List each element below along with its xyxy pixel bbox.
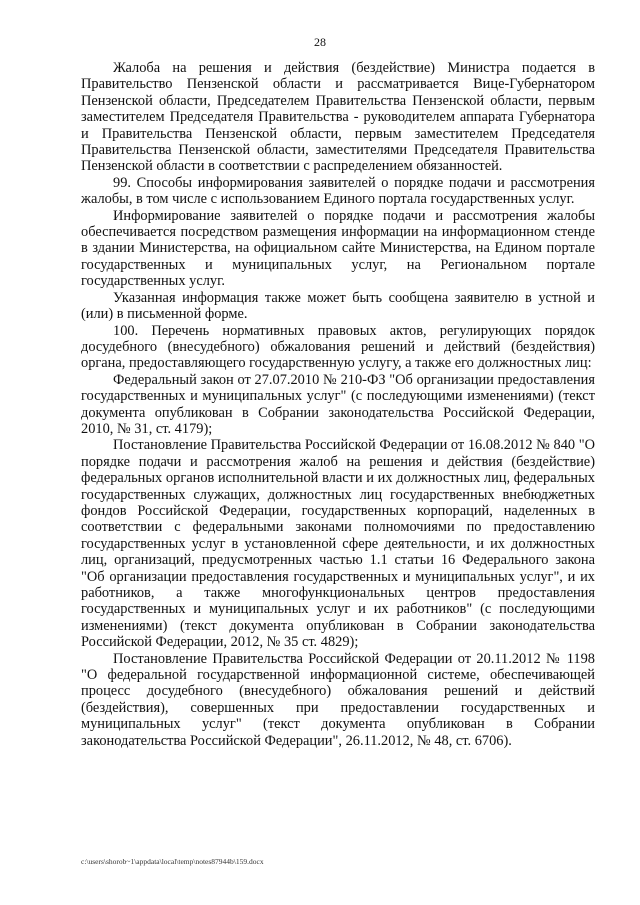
paragraph-complaint-minister: Жалоба на решения и действия (бездействие) Министра подается в Правительство Пензенской области и рассматривается Вице-Губернатором Пензенской области, Председателем Правительства Пензенской области, первым заместителем Председателя Правительства - руководителем аппарата Губернатора и Правительства Пензенской области, первым заместителем Председателя Правительства Пензенской области, заместителями Председателя Правительства Пензенской области в соответствии с распределением обязанностей. <box>81 60 595 175</box>
page-number: 28 <box>314 35 326 49</box>
paragraph-resolution-1198: Постановление Правительства Российской Федерации от 20.11.2012 № 1198 "О федеральной государственной информационной системе, обеспечивающей процесс досудебного (внесудебного) обжалования решений и действий (бездействия), совершенных при предоставлении государственных и муниципальных услуг" (текст документа опубликован в Собрании законодательства Российской Федерации", 26.11.2012, № 48, ст. 6706). <box>81 650 595 749</box>
footer-file-path: c:\users\shorob~1\appdata\local\temp\notes87944b\159.docx <box>81 857 264 866</box>
paragraph-federal-law-210: Федеральный закон от 27.07.2010 № 210-ФЗ "Об организации предоставления государственных и муниципальных услуг" (с последующими изменениями) (текст документа опубликован в Собрании законодательства Российской Федерации, 2010, № 31, ст. 4179); <box>81 371 595 437</box>
paragraph-99-heading: 99. Способы информирования заявителей о порядке подачи и рассмотрения жалобы, в том числе с использованием Единого портала государственных услуг. <box>81 174 595 208</box>
paragraph-informing-methods: Информирование заявителей о порядке подачи и рассмотрения жалобы обеспечивается посредством размещения информации на информационном стенде в здании Министерства, на официальном сайте Министерства, на Едином портале государственных и муниципальных услуг, на Региональном портале государственных услуг. <box>81 207 595 290</box>
document-body <box>81 60 595 749</box>
paragraph-resolution-840: Постановление Правительства Российской Федерации от 16.08.2012 № 840 "О порядке подачи и рассмотрения жалоб на решения и действия (бездействие) федеральных органов исполнительной власти и их должностных лиц, федеральных государственных служащих, должностных лиц государственных внебюджетных фондов Российской Федерации, государственных корпораций, наделенных в соответствии с федеральными законами полномочиями по предоставлению государственных услуг в установленной сфере деятельности, и их должностных лиц, организаций, предусмотренных частью 1.1 статьи 16 Федерального закона "Об организации предоставления государственных и муниципальных услуг", и их работников, а также многофункциональных центров предоставления государственных и муниципальных услуг и их работников" (с последующими изменениями) (текст документа опубликован в Собрании законодательства Российской Федерации, 2012, № 35 ст. 4829); <box>81 437 595 651</box>
paragraph-100-heading: 100. Перечень нормативных правовых актов, регулирующих порядок досудебного (внесудебного) обжалования решений и действий (бездействия) органа, предоставляющего государственную услугу, а также его должностных лиц: <box>81 322 595 372</box>
paragraph-oral-written: Указанная информация также может быть сообщена заявителю в устной и (или) в письменной форме. <box>81 289 595 323</box>
